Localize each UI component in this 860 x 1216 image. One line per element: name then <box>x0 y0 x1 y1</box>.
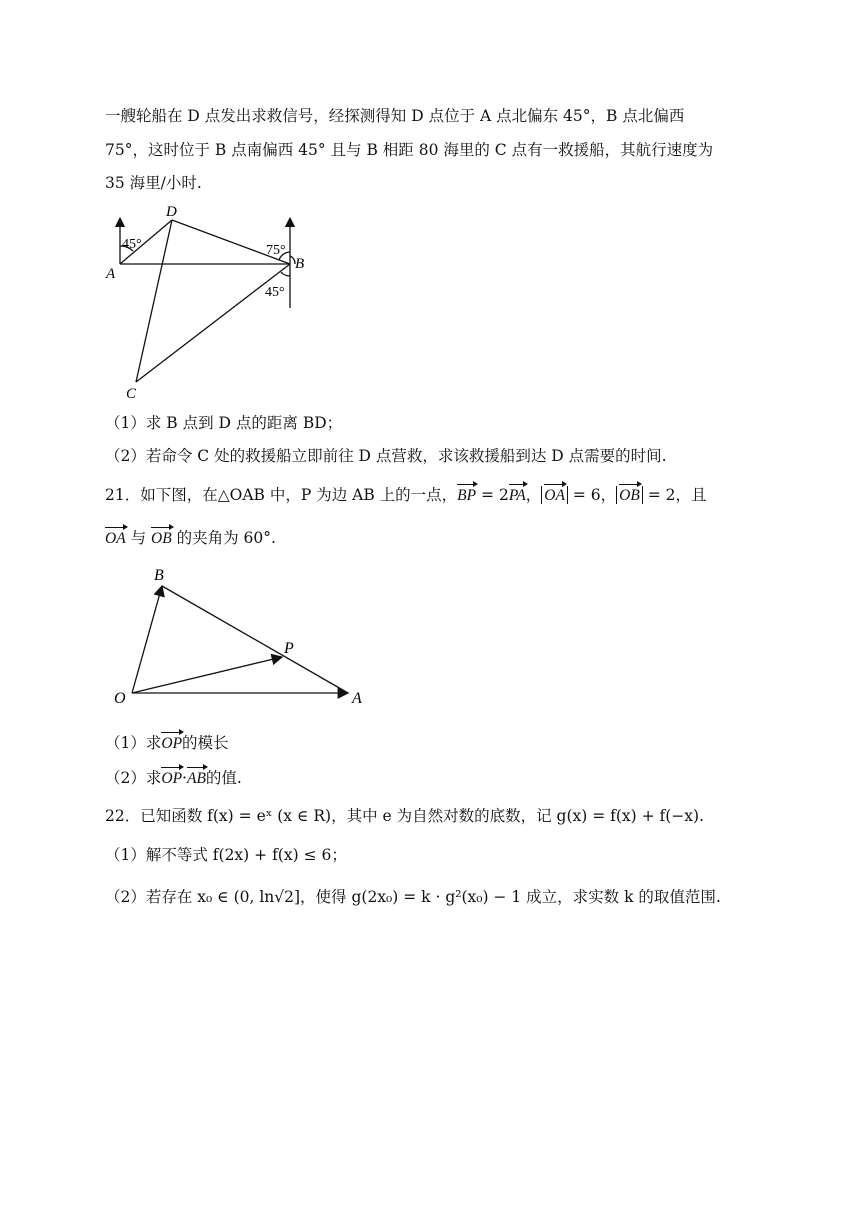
q21-label-a: A <box>352 690 362 707</box>
q21-label-p: P <box>284 640 294 657</box>
q21-line2-vec-ob: OB <box>151 527 172 551</box>
q21-number: 21． <box>105 486 141 504</box>
q21-line2-with: 与 <box>125 529 152 547</box>
q21-comma1: ， <box>525 486 542 504</box>
q21-eq1: = 2 <box>476 486 509 504</box>
segment-ba <box>162 586 348 693</box>
q21-line2 <box>105 526 276 551</box>
q22-sub1: （1）解不等式 f(2x) + f(x) ≤ 6； <box>105 846 347 864</box>
q21-eq2: = 6， <box>567 486 617 504</box>
q20-sub1: （1）求 B 点到 D 点的距离 BD； <box>105 414 343 432</box>
q22-line1: 22．已知函数 f(x) = eˣ (x ∈ R)，其中 e 为自然对数的底数，记 g(x) = f(x) + f(−x). <box>105 807 705 825</box>
q21-vec-bp: BP <box>457 484 476 508</box>
q20-text-line1: 一艘轮船在 D 点发出求救信号，经探测得知 D 点位于 A 点北偏东 45°，B 点北偏西 <box>105 107 685 125</box>
q20-text-line3: 35 海里/小时. <box>105 174 202 192</box>
q21-sub2-dot: · <box>182 769 187 787</box>
q20-label-a: A <box>106 266 116 282</box>
q20-sub2: （2）若命令 C 处的救援船立即前往 D 点营救，求该救援船到达 D 点需要的时间. <box>105 447 667 465</box>
q20-angle-a: 45° <box>122 237 142 252</box>
q21-line1 <box>105 483 707 508</box>
q21-figure <box>110 562 380 712</box>
q21-sub2-vec-ab: AB <box>187 767 206 791</box>
q20-angle-b-north: 75° <box>266 243 286 258</box>
vector-ob <box>132 586 162 693</box>
q21-sub2 <box>105 766 242 791</box>
q21-line2-rest: 的夹角为 60°. <box>171 529 276 547</box>
q21-sub2-prefix: （2）求 <box>105 769 162 787</box>
q20-label-b: B <box>295 256 305 272</box>
q21-label-o: O <box>114 690 126 707</box>
q20-text-line2: 75°，这时位于 B 点南偏西 45° 且与 B 相距 80 海里的 C 点有一救援船，其航行速度为 <box>105 141 714 159</box>
q20-figure <box>100 200 320 405</box>
q21-eq3: = 2，且 <box>642 486 707 504</box>
angle-arc-b-south <box>281 272 290 276</box>
q21-vec-oa: OA <box>544 484 565 508</box>
q21-sub1-suffix: 的模长 <box>182 734 229 752</box>
q21-sub1 <box>105 731 229 756</box>
vector-op <box>132 657 282 693</box>
q21-sub2-vec-op: OP <box>161 767 182 791</box>
segment-cb <box>136 264 290 382</box>
q20-label-d: D <box>166 204 177 220</box>
q21-text-a: 如下图，在△OAB 中，P 为边 AB 上的一点， <box>140 486 458 504</box>
q22-sub2: （2）若存在 x₀ ∈ (0, ln√2]，使得 g(2x₀) = k · g²(x₀) − 1 成立，求实数 k 的取值范围. <box>105 888 721 906</box>
q21-sub1-prefix: （1）求 <box>105 734 162 752</box>
q21-sub1-vec-op: OP <box>161 732 182 756</box>
q21-sub2-suffix: 的值. <box>205 769 242 787</box>
q21-label-b: B <box>154 567 164 584</box>
q20-label-c: C <box>126 386 137 402</box>
q21-line2-vec-oa: OA <box>105 527 126 551</box>
q20-angle-b-south: 45° <box>265 285 285 300</box>
q21-vec-ob: OB <box>619 484 640 508</box>
q21-vec-pa: PA <box>509 484 526 508</box>
